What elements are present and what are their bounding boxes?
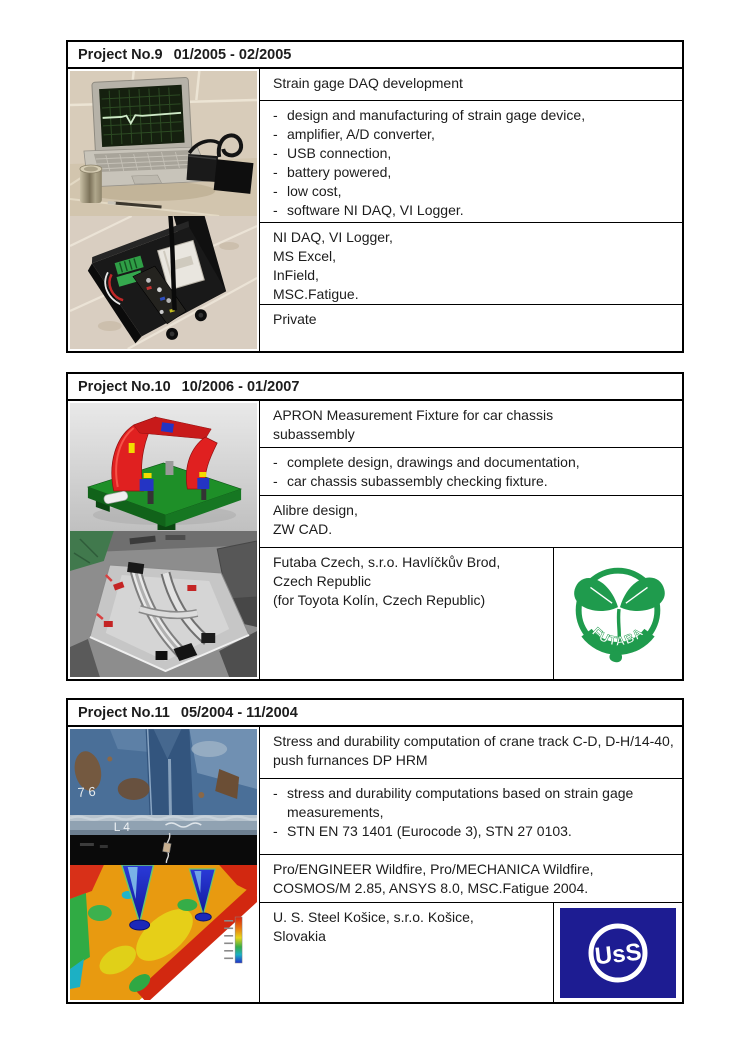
list-item: - USB connection, (273, 145, 392, 161)
list-item: - low cost, (273, 183, 342, 199)
project-11-image-cell (68, 727, 260, 1002)
daq-box-photo (70, 216, 257, 349)
project-11-table (66, 698, 684, 1004)
project-11-header (68, 700, 682, 727)
uss-logo-text: UsS (593, 938, 643, 970)
list-item: - software NI DAQ, VI Logger. (273, 202, 464, 218)
list-item: - design and manufacturing of strain gage device, (273, 107, 586, 123)
project-9-header (68, 42, 682, 69)
project-9-title-cell (260, 69, 682, 100)
project-10-image-cell (68, 401, 260, 679)
project-10-header (68, 374, 682, 401)
project-10-table (66, 372, 684, 681)
project-9-table (66, 40, 684, 353)
list-item: - STN EN 73 1401 (Eurocode 3), STN 27 0103. (273, 823, 572, 839)
project-10-title-cell (260, 401, 682, 447)
project-11-software-cell: Pro/ENGINEER Wildfire, Pro/MECHANICA Wildfire, COSMOS/M 2.85, ANSYS 8.0, MSC.Fatigue 2004. (260, 854, 682, 902)
project-title: Strain gage DAQ development (273, 75, 463, 91)
project-11-scope-cell (260, 778, 682, 854)
project-10-scope-cell (260, 447, 682, 495)
project-9-dates: 01/2005 - 02/2005 (173, 46, 292, 63)
project-10-dates: 10/2006 - 01/2007 (181, 378, 300, 395)
fea-stress-plot (70, 865, 257, 1000)
list-item: - stress and durability computations based on strain gage measurements, (273, 785, 634, 820)
uss-logo (553, 903, 682, 1002)
project-10-software-cell: Alibre design, ZW CAD. (260, 495, 682, 547)
list-item: - complete design, drawings and documentation, (273, 454, 580, 470)
client-text: Futaba Czech, s.r.o. Havlíčkův Brod, Czech Republic (for Toyota Kolín, Czech Republic) (273, 554, 501, 608)
crane-track-photo (70, 729, 257, 865)
project-9-number: Project No.9 (78, 46, 163, 63)
project-11-dates: 05/2004 - 11/2004 (180, 704, 298, 721)
chalk-mark-1: 7 6 (77, 783, 97, 801)
client-text: U. S. Steel Košice, s.r.o. Košice, Slovakia (273, 909, 474, 944)
list-item: - amplifier, A/D converter, (273, 126, 435, 142)
project-11-client-cell (260, 902, 682, 1002)
fixture-photo (70, 531, 257, 677)
project-9-image-cell (68, 69, 260, 351)
list-item: - battery powered, (273, 164, 392, 180)
project-9-scope-cell (260, 100, 682, 222)
list-item: - car chassis subassembly checking fixture. (273, 473, 548, 489)
project-9-client-cell: Private (260, 304, 682, 351)
laptop-daq-photo (70, 71, 257, 216)
project-title: APRON Measurement Fixture for car chassis subassembly (273, 407, 554, 442)
project-10-number: Project No.10 (78, 378, 171, 395)
futaba-logo (553, 548, 682, 679)
project-11-number: Project No.11 (78, 704, 170, 721)
project-9-software-cell: NI DAQ, VI Logger, MS Excel, InField, MSC.Fatigue. (260, 222, 682, 304)
cad-fixture-render (70, 403, 257, 531)
project-11-title-cell (260, 727, 682, 778)
project-10-client-cell (260, 547, 682, 679)
chalk-mark-2: L 4 (113, 819, 130, 835)
futaba-logo-text: FUTABA (589, 623, 647, 649)
project-title: Stress and durability computation of crane track C-D, D-H/14-40, push furnances DP HRM (273, 733, 674, 768)
